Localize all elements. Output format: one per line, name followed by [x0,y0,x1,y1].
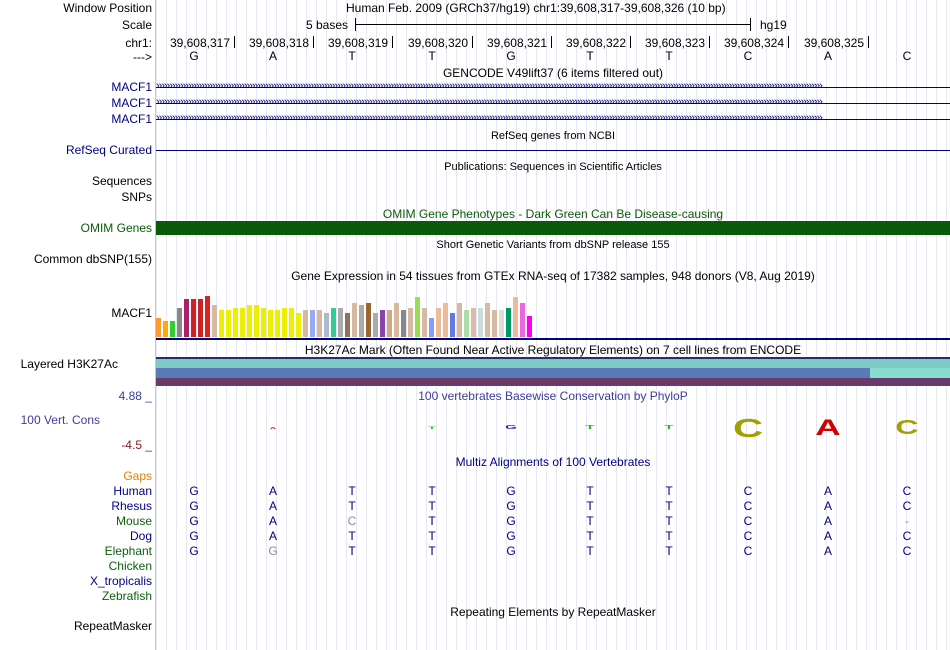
gtex-tissue-bar[interactable] [184,299,189,337]
refseq-track-title: RefSeq genes from NCBI [490,130,616,142]
alignment-base: A [823,514,832,528]
ruler-tick [392,36,393,48]
ruler-tick [788,36,789,48]
alignment-base: T [428,544,436,558]
gencode-strand-arrows: ›››››››››››››››››››››››››››››››››››››››››››››››››››››››››››››››››››››››››››››››››››››››››››››››››››››››››››››››››››››››››››››››››››››››››››››››››››››››››››››››››››››››››››››››››››››››››››››››››››››››››››››››››››››››››››››››››››››››››››››››››››››››››› [156,96,822,108]
gtex-tissue-bar[interactable] [492,310,497,337]
gtex-tissue-bar[interactable] [198,299,203,337]
gtex-baseline [156,338,950,340]
alignment-base: G [506,529,516,543]
gtex-tissue-bar[interactable] [331,308,336,337]
chrom-label: chr1: [125,36,152,50]
alignment-base: T [428,499,436,513]
h3k27ac-layer-purple [156,378,950,386]
repeatmasker-track-label[interactable]: RepeatMasker [73,619,152,633]
scale-value: 5 bases [306,18,349,32]
alignment-base: C [902,499,912,513]
gtex-tissue-bar[interactable] [457,303,462,337]
gtex-tissue-bar[interactable] [170,321,175,337]
gtex-tissue-bar[interactable] [422,308,427,337]
gtex-tissue-bar[interactable] [289,308,294,337]
ruler-position: 39,608,317 [169,36,230,50]
gtex-tissue-bar[interactable] [527,316,532,337]
ruler-position: 39,608,325 [803,36,864,50]
species-label[interactable]: Elephant [104,544,152,558]
track-labels-column [0,0,155,650]
gtex-tissue-bar[interactable] [324,313,329,337]
alignment-base: C [902,484,912,498]
alignment-base: G [268,544,278,558]
reference-base: C [902,49,912,63]
reference-base: A [268,49,277,63]
gtex-tissue-bar[interactable] [205,296,210,337]
alignment-base: T [665,544,673,558]
gtex-tissue-bar[interactable] [352,303,357,337]
alignment-base: T [586,544,594,558]
cons-base-glyph: C [732,413,764,443]
gtex-tissue-bar[interactable] [366,303,371,337]
ruler-position: 39,608,320 [407,36,468,50]
ruler-tick [313,36,314,48]
omim-gene-bar[interactable] [156,221,950,235]
gtex-tissue-bar[interactable] [345,313,350,337]
ruler-tick [868,36,869,48]
alignment-base: G [189,484,199,498]
cons-base-glyph: C [895,417,919,439]
gtex-tissue-bar[interactable] [415,297,420,337]
alignment-base: T [665,499,673,513]
alignment-base: T [428,484,436,498]
reference-base: G [189,49,199,63]
ruler-position: 39,608,322 [565,36,626,50]
gtex-tissue-bar[interactable] [506,308,511,337]
alignment-base: A [268,484,277,498]
ruler-tick [234,36,235,48]
alignment-base: T [348,484,356,498]
pubs-track-title: Publications: Sequences in Scientific Articles [444,161,662,173]
gencode-strand-arrows: ›››››››››››››››››››››››››››››››››››››››››››››››››››››››››››››››››››››››››››››››››››››››››››››››››››››››››››››››››››››››››››››››››››››››››››››››››››››››››››››››››››››››››››››››››››››››››››››››››››››››››››››››››››››››››››››››››››››››››››››››››››››››››› [156,112,822,124]
species-label[interactable]: Zebrafish [101,589,152,603]
alignment-base: T [428,514,436,528]
alignment-base: T [348,544,356,558]
alignment-base: A [268,514,277,528]
refseq-gene-line[interactable] [156,150,950,151]
cons-track-label[interactable]: 100 Vert. Cons [20,413,100,427]
gtex-tissue-bar[interactable] [310,310,315,337]
alignment-base: A [823,529,832,543]
ruler-position: 39,608,319 [327,36,388,50]
gtex-tissue-bar[interactable] [338,308,343,337]
reference-base: C [743,49,753,63]
gtex-tissue-bar[interactable] [373,313,378,337]
strand-label: ---> [133,50,152,64]
scale-bar-left-cap [355,18,356,31]
gencode-item-label[interactable]: MACF1 [111,80,152,94]
cons-max-label: 4.88 _ [118,389,152,403]
alignment-base: T [586,514,594,528]
alignment-base: T [665,529,673,543]
gtex-tissue-bar[interactable] [436,308,441,337]
gtex-tissue-bar[interactable] [359,305,364,337]
gtex-tissue-bar[interactable] [408,308,413,337]
gencode-item-label[interactable]: MACF1 [111,112,152,126]
gtex-tissue-bar[interactable] [191,299,196,337]
gtex-track-label[interactable]: MACF1 [111,306,152,320]
reference-base: T [586,49,594,63]
gtex-tissue-bar[interactable] [478,308,483,337]
gaps-label[interactable]: Gaps [123,469,152,483]
gtex-tissue-bar[interactable] [450,313,455,337]
multiz-track-title: Multiz Alignments of 100 Vertebrates [455,455,651,469]
reference-base: T [428,49,436,63]
gtex-tissue-bar[interactable] [240,308,245,337]
alignment-base: G [506,484,516,498]
species-label[interactable]: Mouse [115,514,152,528]
alignment-base: - [905,514,909,528]
alignment-base: C [743,514,753,528]
refseq-track-label[interactable]: RefSeq Curated [65,143,152,157]
gencode-item-label[interactable]: MACF1 [111,96,152,110]
gtex-tissue-bar[interactable] [471,308,476,337]
alignment-base: C [743,529,753,543]
ruler-tick [551,36,552,48]
alignment-base: C [743,484,753,498]
dbsnp-track-label[interactable]: Common dbSNP(155) [33,252,152,266]
cons-base-glyph: T [664,424,674,431]
ruler-tick [630,36,631,48]
alignment-base: A [268,529,277,543]
alignment-base: C [347,514,357,528]
gtex-tissue-bar[interactable] [443,303,448,337]
gtex-tissue-bar[interactable] [275,310,280,337]
gtex-tissue-bar[interactable] [394,303,399,337]
species-label[interactable]: Rhesus [111,499,152,513]
h3k27ac-layer-teal [156,359,950,368]
gtex-track-title: Gene Expression in 54 tissues from GTEx RNA-seq of 17382 samples, 948 donors (V8, Aug 2019) [291,269,815,283]
alignment-base: T [348,499,356,513]
species-label[interactable]: Dog [129,529,152,543]
species-label[interactable]: Human [113,484,152,498]
gtex-tissue-bar[interactable] [429,318,434,337]
gtex-tissue-bar[interactable] [268,310,273,337]
omim-track-label[interactable]: OMIM Genes [80,221,152,235]
ruler-position: 39,608,324 [723,36,784,50]
gtex-tissue-bar[interactable] [485,303,490,337]
ruler-position: 39,608,321 [486,36,547,50]
alignment-base: T [348,529,356,543]
omim-track-title: OMIM Gene Phenotypes - Dark Green Can Be Disease-causing [382,207,724,221]
alignment-base: T [586,484,594,498]
alignment-base: T [665,484,673,498]
ruler-tick [709,36,710,48]
alignment-base: G [189,544,199,558]
gtex-tissue-bar[interactable] [296,313,301,337]
alignment-base: G [506,514,516,528]
scale-assembly: hg19 [760,18,787,32]
gtex-tissue-bar[interactable] [219,310,224,337]
reference-base: T [348,49,356,63]
h3k27ac-layer-light [870,368,950,378]
alignment-base: A [823,544,832,558]
alignment-base: A [268,499,277,513]
alignment-base: G [506,544,516,558]
alignment-base: A [823,484,832,498]
alignment-base: T [665,514,673,528]
alignment-base: C [743,499,753,513]
genome-browser-image[interactable] [156,0,950,650]
cons-base-glyph: T [585,424,595,431]
h3k27ac-track-title: H3K27Ac Mark (Often Found Near Active Regulatory Elements) on 7 cell lines from ENCODE [304,343,802,357]
pubs-snps-label[interactable]: SNPs [121,190,152,204]
gtex-bar-chart[interactable] [156,284,536,337]
alignment-base: T [586,529,594,543]
gtex-tissue-bar[interactable] [177,308,182,337]
scale-label: Scale [121,18,152,32]
species-label[interactable]: X_tropicalis [89,574,152,588]
gtex-tissue-bar[interactable] [163,321,168,337]
cons-base-glyph: A [269,425,277,430]
pubs-sequences-label[interactable]: Sequences [91,174,152,188]
h3k27ac-track-label[interactable]: Layered H3K27Ac [20,357,118,371]
alignment-base: C [902,529,912,543]
h3k27ac-layer-blue [156,368,870,378]
scale-bar-right-cap [750,18,751,31]
alignment-base: T [586,499,594,513]
gtex-tissue-bar[interactable] [156,318,161,337]
reference-base: T [665,49,673,63]
alignment-base: C [743,544,753,558]
gtex-tissue-bar[interactable] [380,310,385,337]
alignment-base: T [428,529,436,543]
window-position-value: Human Feb. 2009 (GRCh37/hg19) chr1:39,608,317-39,608,326 (10 bp) [346,1,726,15]
species-label[interactable]: Chicken [108,559,152,573]
gtex-tissue-bar[interactable] [317,310,322,337]
gencode-strand-arrows: ›››››››››››››››››››››››››››››››››››››››››››››››››››››››››››››››››››››››››››››››››››››››››››››››››››››››››››››››››››››››››››››››››››››››››››››››››››››››››››››››››››››››››››››››››››››››››››››››››››››››››››››››››››››››››››››››››››››››››››››››››››››››››› [156,80,822,92]
gencode-track-title: GENCODE V49lift37 (6 items filtered out) [442,66,664,80]
reference-base: G [506,49,516,63]
gtex-tissue-bar[interactable] [401,310,406,337]
gtex-tissue-bar[interactable] [520,303,525,337]
dbsnp-track-title: Short Genetic Variants from dbSNP release 155 [436,239,670,251]
alignment-base: G [189,499,199,513]
reference-base: A [823,49,832,63]
gtex-tissue-bar[interactable] [233,308,238,337]
gtex-tissue-bar[interactable] [464,310,469,337]
alignment-base: G [189,529,199,543]
gtex-tissue-bar[interactable] [387,310,392,337]
ruler-position: 39,608,323 [644,36,705,50]
scale-bar [356,24,750,25]
gtex-tissue-bar[interactable] [212,305,217,337]
gtex-tissue-bar[interactable] [513,297,518,337]
window-position-label: Window Position [63,1,152,15]
cons-track-title: 100 vertebrates Basewise Conservation by PhyloP [418,389,688,403]
cons-min-label: -4.5 _ [121,438,152,452]
gtex-tissue-bar[interactable] [282,308,287,337]
gtex-tissue-bar[interactable] [261,308,266,337]
alignment-base: G [189,514,199,528]
gtex-tissue-bar[interactable] [303,310,308,337]
gtex-tissue-bar[interactable] [499,310,504,337]
gtex-tissue-bar[interactable] [247,305,252,337]
gtex-tissue-bar[interactable] [226,310,231,337]
alignment-base: G [506,499,516,513]
ruler-tick [472,36,473,48]
ruler-position: 39,608,318 [248,36,309,50]
repeatmasker-track-title: Repeating Elements by RepeatMasker [450,605,656,619]
cons-base-glyph: A [815,415,841,440]
gtex-tissue-bar[interactable] [254,305,259,337]
cons-base-glyph: G [505,424,517,431]
cons-base-glyph: T [428,425,436,430]
alignment-base: A [823,499,832,513]
alignment-base: C [902,544,912,558]
